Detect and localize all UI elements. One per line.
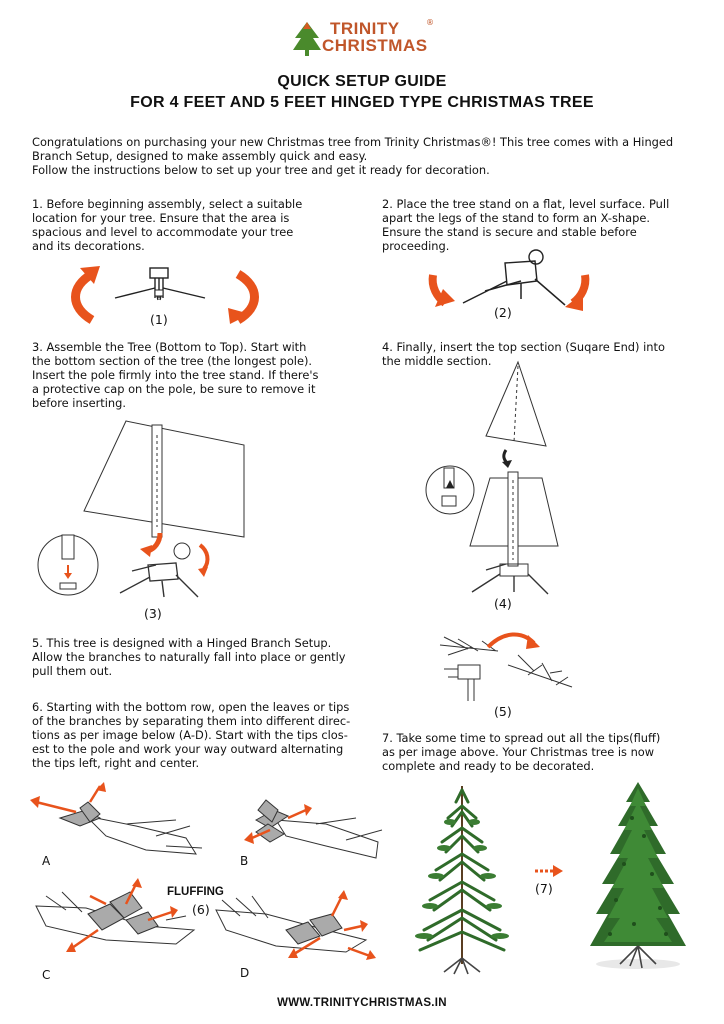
brand-name (322, 20, 428, 54)
fluff-c (36, 892, 194, 944)
fluff-b (256, 800, 382, 858)
caption-6: (6) (192, 902, 210, 917)
fluff-label-b: B (240, 854, 249, 868)
step-5-illustration (438, 625, 574, 705)
fluff-d (216, 896, 366, 952)
step-1-illustration (70, 262, 270, 332)
caption-2: (2) (494, 305, 512, 320)
arrow-right-icon (533, 864, 563, 878)
step-2-text: 2. Place the tree stand on a flat, level surface. Pull apart the legs of the stand to form an X-shape. Ensure the stand is secure and stable before proceeding. (382, 197, 670, 253)
page-title: QUICK SETUP GUIDE (277, 73, 447, 90)
brand-line1: TRINITY (330, 19, 400, 38)
footer-website: WWW.TRINITYCHRISTMAS.IN (277, 997, 447, 1009)
tree-logo-icon (292, 20, 322, 58)
page-subtitle: FOR 4 FEET AND 5 FEET HINGED TYPE CHRISTMAS TREE (130, 94, 594, 111)
fluff-label-a: A (42, 854, 51, 868)
step-5-text: 5. This tree is designed with a Hinged Branch Setup. Allow the branches to naturally fall into place or gently pull them out. (32, 636, 346, 678)
brand-line2: CHRISTMAS (322, 36, 428, 55)
fluff-label-c: C (42, 968, 51, 982)
caption-4: (4) (494, 596, 512, 611)
fluff-a (60, 802, 202, 854)
sparse-tree-illustration (410, 782, 520, 982)
step-3-text: 3. Assemble the Tree (Bottom to Top). Start with the bottom section of the tree (the longest pole). Insert the pole firmly into the tree stand. If there's a protective cap on the pole, be sure to remove it before inserting. (32, 340, 319, 410)
fluff-label-d: D (240, 966, 250, 980)
step-4-text: 4. Finally, insert the top section (Suqare End) into the middle section. (382, 340, 665, 368)
step-7-text: 7. Take some time to spread out all the tips(fluff) as per image above. Your Christmas tree is now complete and ready to be decorated. (382, 731, 661, 773)
step-6-text: 6. Starting with the bottom row, open the leaves or tips of the branches by separating them into different direc- tions as per image below (A-D). Start with the tips clos- est to the pole and work your way outward alternating the tips left, right and center. (32, 700, 351, 770)
intro-text: Congratulations on purchasing your new Christmas tree from Trinity Christmas®! This tree comes with a Hinged Branch Setup, designed to make assembly quick and easy. Follow the instructions below to set up your tree and get it ready for decoration. (32, 135, 674, 177)
step-4-illustration (410, 360, 570, 600)
full-tree-illustration (582, 778, 712, 978)
caption-7: (7) (535, 881, 553, 896)
step-3-illustration (36, 415, 296, 615)
caption-3: (3) (144, 606, 162, 621)
caption-5: (5) (494, 704, 512, 719)
brand-logo (292, 18, 442, 60)
caption-1: (1) (150, 312, 168, 327)
fluffing-label: FLUFFING (167, 886, 224, 898)
registered-mark: ® (426, 18, 434, 27)
step-1-text: 1. Before beginning assembly, select a suitable location for your tree. Ensure that the area is spacious and level to accommodate your tree and its decorations. (32, 197, 303, 253)
fluffing-illustration (26, 780, 396, 980)
